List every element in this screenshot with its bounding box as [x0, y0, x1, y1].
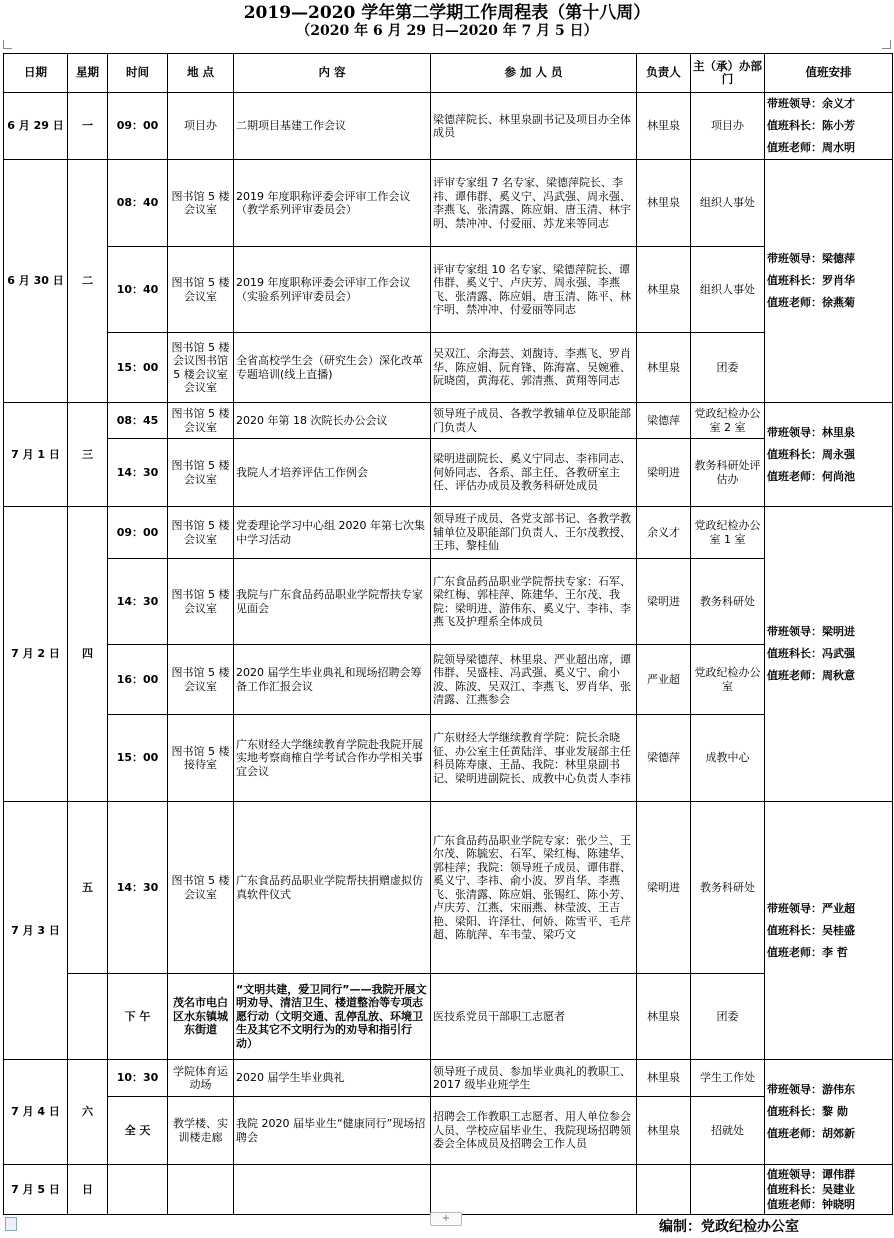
event-participants: 评审专家组 10 名专家、梁德萍院长、谭伟群、奚义宁、卢庆芳、周永强、李燕飞、张清露、陈应娟、唐玉清、陈平、林宇明、禁冲冲、付爱丽等同志 — [431, 247, 637, 333]
header-leader: 负责人 — [637, 54, 691, 93]
event-leader: 余义才 — [637, 507, 691, 559]
event-dept: 团委 — [691, 974, 765, 1060]
event-time: 09：00 — [108, 93, 168, 160]
day-weekday: 六 — [68, 1060, 108, 1165]
event-time: 15：00 — [108, 333, 168, 403]
event-content: “文明共建，爱卫同行”——我院开展文明劝导、清洁卫生、楼道整治等专项志愿行动（文明交通、乱停乱放、环境卫生及其它不文明行为的劝导和指引行动） — [234, 974, 431, 1060]
event-leader — [637, 1165, 691, 1215]
table-row — [4, 559, 893, 645]
crop-mark-left — [3, 40, 12, 49]
event-content: 全省高校学生会（研究生会）深化改革专题培训(线上直播) — [234, 333, 431, 403]
event-time: 08：45 — [108, 403, 168, 439]
event-time: 10：40 — [108, 247, 168, 333]
event-dept: 学生工作处 — [691, 1060, 765, 1097]
header-time: 时间 — [108, 54, 168, 93]
event-participants: 评审专家组 7 名专家、梁德萍院长、李祎、谭伟群、奚义宁、冯武强、周永强、李燕飞、张清露、陈应娟、唐玉清、林宇明、禁冲冲、付爱丽、苏龙来等同志 — [431, 160, 637, 247]
event-dept: 组织人事处 — [691, 160, 765, 247]
event-place: 图书馆 5 楼会议室 — [168, 507, 234, 559]
day-weekday: 五 — [68, 802, 108, 974]
event-content — [234, 1165, 431, 1215]
event-leader: 林里泉 — [637, 1097, 691, 1165]
event-place: 图书馆 5 楼会议室 — [168, 247, 234, 333]
event-dept — [691, 1165, 765, 1215]
event-content: 二期项目基建工作会议 — [234, 93, 431, 160]
event-content: 2020 年第 18 次院长办公会议 — [234, 403, 431, 439]
duty-line: 带班领导：余义才 — [767, 97, 855, 110]
duty-cell — [765, 507, 893, 802]
duty-line: 值班科长：周永强 — [767, 447, 855, 461]
event-leader: 梁明进 — [637, 802, 691, 974]
event-leader: 林里泉 — [637, 247, 691, 333]
event-participants: 领导班子成员、参加毕业典礼的教职工、2017 级毕业班学生 — [431, 1060, 637, 1097]
event-dept: 项目办 — [691, 93, 765, 160]
page-title: 2019—2020 学年第二学期工作周程表（第十八周） — [243, 3, 651, 23]
event-content: 2020 届学生毕业典礼 — [234, 1060, 431, 1097]
duty-line: 值班老师：周秋意 — [767, 669, 855, 682]
event-participants: 梁德萍院长、林里泉副书记及项目办全体成员 — [431, 93, 637, 160]
event-participants: 院领导梁德萍、林里泉、严业超出席，谭伟群、吴盛桂、冯武强、奚义宁、俞小波、陈波、吴双江、李燕飞、罗肖华、张清露、江燕参会 — [431, 645, 637, 715]
event-content: 党委理论学习中心组 2020 年第七次集中学习活动 — [234, 507, 431, 559]
event-content: 广东食品药品职业学院帮扶捐赠虚拟仿真软件仪式 — [234, 802, 431, 974]
page-subtitle: （2020 年 6 月 29 日—2020 年 7 月 5 日） — [296, 23, 598, 39]
event-time: 09：00 — [108, 507, 168, 559]
weekday-empty — [68, 974, 108, 1060]
event-dept: 教务科研处评估办 — [691, 439, 765, 507]
event-place: 图书馆 5 楼接待室 — [168, 715, 234, 802]
event-time — [108, 1165, 168, 1215]
document-icon[interactable] — [5, 1217, 17, 1231]
event-place: 图书馆 5 楼会议室 — [168, 439, 234, 507]
event-participants: 吴双江、余海芸、刘馥诗、李燕飞、罗肖华、陈应娟、阮育锋、陈海富、吴婉雅、阮晓茵，黄海花、郭清燕、黄翔等同志 — [431, 333, 637, 403]
duty-line: 值班科长：罗肖华 — [767, 274, 855, 287]
event-participants: 广东食品药品职业学院专家：张少兰、王尔茂、陈毓宏、石军、梁红梅、陈建华、郭桂萍；我院：领导班子成员、谭伟群、奚义宁、李祎、俞小波、罗肖华、李燕飞、张清露、陈应娟、张锡红、陈小芳、卢庆芳、江燕、宋丽燕、林莹波、王吉艳、梁阳、许泽壮、何娇、陈雪平、毛芹超、陈航萍、车韦莹、梁巧文 — [431, 802, 637, 974]
day-weekday: 一 — [68, 93, 108, 160]
event-leader: 林里泉 — [637, 333, 691, 403]
header-duty: 值班安排 — [765, 54, 893, 93]
event-content: 广东财经大学继续教育学院赴我院开展实地考察商榷自学考试合作办学相关事宜会议 — [234, 715, 431, 802]
duty-line: 带班领导：梁德萍 — [767, 252, 855, 265]
duty-line: 值班老师：何尚池 — [767, 469, 855, 483]
event-participants: 广东财经大学继续教育学院：院长余晓征、办公室主任黄陆洋、事业发展部主任科员陈寿康、王晶、我院：林里泉副书记、梁明进副院长、成教中心负责人李祎 — [431, 715, 637, 802]
event-participants: 领导班子成员、各教学教辅单位及职能部门负责人 — [431, 403, 637, 439]
event-dept: 党政纪检办公室 — [691, 645, 765, 715]
event-dept: 党政纪检办公室 1 室 — [691, 507, 765, 559]
duty-line: 带班领导：严业超 — [767, 901, 855, 915]
duty-line: 值班科长：吴建业 — [767, 1183, 855, 1196]
table-row — [4, 1097, 893, 1165]
event-dept: 党政纪检办公室 2 室 — [691, 403, 765, 439]
event-leader: 梁明进 — [637, 559, 691, 645]
event-time: 下 午 — [108, 974, 168, 1060]
table-row — [4, 1060, 893, 1097]
duty-line: 带班领导：梁明进 — [767, 625, 855, 638]
duty-cell — [765, 403, 893, 507]
duty-line: 值班科长：冯武强 — [767, 647, 855, 660]
event-content: 我院人才培养评估工作例会 — [234, 439, 431, 507]
event-dept: 教务科研处 — [691, 802, 765, 974]
event-place: 图书馆 5 楼会议室 — [168, 403, 234, 439]
day-weekday: 四 — [68, 507, 108, 802]
schedule-table — [3, 53, 893, 1215]
duty-cell — [765, 802, 893, 1060]
event-leader: 林里泉 — [637, 974, 691, 1060]
header-row — [4, 54, 893, 93]
day-date: 7 月 5 日 — [4, 1165, 68, 1215]
event-content: 我院 2020 届毕业生“健康同行”现场招聘会 — [234, 1097, 431, 1165]
event-time: 14：30 — [108, 802, 168, 974]
event-time: 08：40 — [108, 160, 168, 247]
footer-compiler: 编制：党政纪检办公室 — [659, 1219, 799, 1235]
header-weekday: 星期 — [68, 54, 108, 93]
day-date: 7 月 3 日 — [4, 802, 68, 1060]
event-place: 图书馆 5 楼会议室 — [168, 160, 234, 247]
event-place: 图书馆 5 楼会议图书馆 5 楼会议室会议室 — [168, 333, 234, 403]
table-row — [4, 247, 893, 333]
day-date: 6 月 30 日 — [4, 160, 68, 403]
duty-line: 带班领导：游伟东 — [767, 1083, 855, 1096]
event-time: 全 天 — [108, 1097, 168, 1165]
event-time: 15：00 — [108, 715, 168, 802]
day-weekday: 三 — [68, 403, 108, 507]
duty-cell — [765, 160, 893, 403]
duty-line: 值班老师：李 哲 — [767, 945, 848, 959]
duty-cell — [765, 1060, 893, 1165]
event-leader: 林里泉 — [637, 93, 691, 160]
event-participants — [431, 1165, 637, 1215]
table-row — [4, 403, 893, 439]
duty-line: 值班科长：吴桂盛 — [767, 923, 855, 937]
table-row — [4, 507, 893, 559]
event-leader: 林里泉 — [637, 160, 691, 247]
event-place: 图书馆 5 楼会议室 — [168, 645, 234, 715]
event-content: 2019 年度职称评委会评审工作会议（教学系列评审委员会） — [234, 160, 431, 247]
day-date: 7 月 4 日 — [4, 1060, 68, 1165]
event-dept: 教务科研处 — [691, 559, 765, 645]
table-row — [4, 160, 893, 247]
event-place: 图书馆 5 楼会议室 — [168, 559, 234, 645]
duty-cell — [765, 1165, 893, 1215]
day-weekday: 二 — [68, 160, 108, 403]
duty-line: 带班领导：林里泉 — [767, 425, 855, 439]
event-place — [168, 1165, 234, 1215]
event-time: 14：30 — [108, 559, 168, 645]
header-participants: 参 加 人 员 — [431, 54, 637, 93]
duty-line: 值班领导：谭伟群 — [767, 1168, 855, 1181]
event-dept: 组织人事处 — [691, 247, 765, 333]
event-place: 学院体育运动场 — [168, 1060, 234, 1097]
event-leader: 严业超 — [637, 645, 691, 715]
event-place: 图书馆 5 楼会议室 — [168, 802, 234, 974]
event-time: 10：30 — [108, 1060, 168, 1097]
table-row — [4, 333, 893, 403]
duty-line: 值班科长：陈小芳 — [767, 119, 855, 132]
duty-cell — [765, 93, 893, 160]
day-weekday: 日 — [68, 1165, 108, 1215]
event-participants: 梁明进副院长、奚义宁同志、李祎同志、何娇同志、各系、部主任、各教研室主任、评估办成员及教务科研处成员 — [431, 439, 637, 507]
table-row — [4, 802, 893, 974]
event-place: 教学楼、实训楼走廊 — [168, 1097, 234, 1165]
header-place: 地 点 — [168, 54, 234, 93]
event-participants: 招聘会工作教职工志愿者、用人单位参会人员、学校应届毕业生、我院现场招聘领委会全体成员及招聘会工作人员 — [431, 1097, 637, 1165]
event-content: 2019 年度职称评委会评审工作会议（实验系列评审委员会） — [234, 247, 431, 333]
table-row — [4, 439, 893, 507]
event-participants: 领导班子成员、各党支部书记、各教学教辅单位及职能部门负责人、王尔茂教授、王玮、黎桂仙 — [431, 507, 637, 559]
event-content: 我院与广东食品药品职业学院帮扶专家见面会 — [234, 559, 431, 645]
day-date: 7 月 2 日 — [4, 507, 68, 802]
table-row — [4, 974, 893, 1060]
event-leader: 林里泉 — [637, 1060, 691, 1097]
duty-line: 值班老师：周水明 — [767, 141, 855, 154]
event-leader: 梁德萍 — [637, 403, 691, 439]
event-leader: 梁德萍 — [637, 715, 691, 802]
event-participants: 广东食品药品职业学院帮扶专家：石军、梁红梅、郭桂萍、陈建华、王尔茂、我院：梁明进、游伟东、奚义宁、李祎、李燕飞及护理系全体成员 — [431, 559, 637, 645]
header-dept: 主（承）办部 门 — [691, 54, 765, 93]
event-time: 14：30 — [108, 439, 168, 507]
duty-line: 值班老师：钟晓明 — [767, 1198, 855, 1211]
event-place: 项目办 — [168, 93, 234, 160]
event-content: 2020 届学生毕业典礼和现场招聘会筹备工作汇报会议 — [234, 645, 431, 715]
table-row — [4, 1165, 893, 1215]
day-date: 7 月 1 日 — [4, 403, 68, 507]
event-dept: 团委 — [691, 333, 765, 403]
add-row-button[interactable]: + — [430, 1212, 462, 1226]
event-leader: 梁明进 — [637, 439, 691, 507]
event-participants: 医技系党员干部职工志愿者 — [431, 974, 637, 1060]
table-row — [4, 715, 893, 802]
duty-line: 值班老师：徐燕菊 — [767, 296, 855, 309]
event-place: 茂名市电白区水东镇城东街道 — [168, 974, 234, 1060]
duty-line: 值班老师：胡郊新 — [767, 1127, 855, 1140]
event-time: 16：00 — [108, 645, 168, 715]
header-date: 日期 — [4, 54, 68, 93]
event-dept: 成教中心 — [691, 715, 765, 802]
crop-mark-right — [882, 40, 891, 49]
day-date: 6 月 29 日 — [4, 93, 68, 160]
header-content: 内 容 — [234, 54, 431, 93]
table-row — [4, 645, 893, 715]
table-row — [4, 93, 893, 160]
duty-line: 值班科长：黎 勋 — [767, 1105, 848, 1118]
event-dept: 招就处 — [691, 1097, 765, 1165]
